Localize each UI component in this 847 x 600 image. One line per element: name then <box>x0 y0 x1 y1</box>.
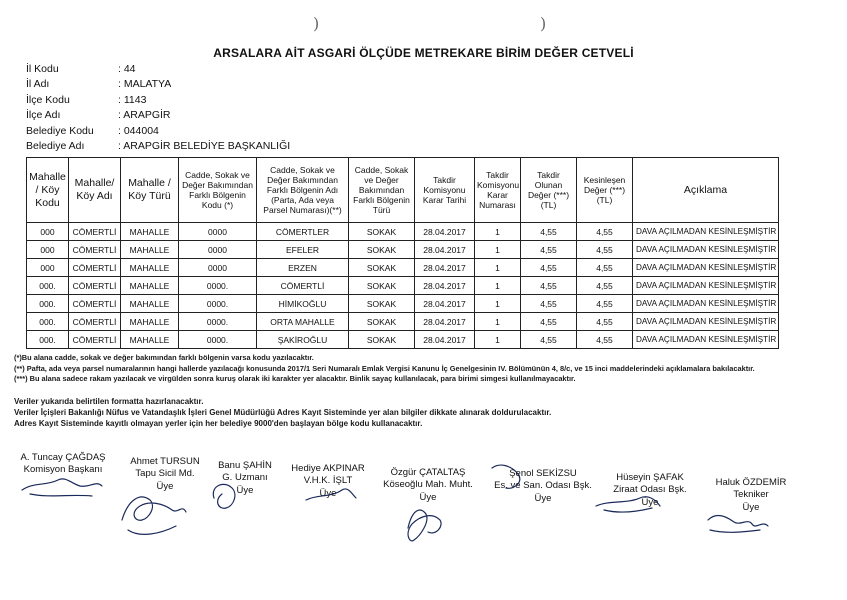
table-cell: SOKAK <box>349 259 415 277</box>
info-label: Belediye Adı <box>26 140 85 153</box>
signatory-title: Tekniker <box>733 489 769 501</box>
signatory-name: Haluk ÖZDEMİR <box>715 477 787 488</box>
table-cell: 4,55 <box>521 241 577 259</box>
table-cell: 28.04.2017 <box>415 331 475 349</box>
table-cell: DAVA AÇILMADAN KESİNLEŞMİŞTİR <box>633 259 779 277</box>
signatory-role: Üye <box>236 484 254 496</box>
table-cell: 000 <box>27 241 69 259</box>
table-cell: 000. <box>27 295 69 313</box>
table-cell: 1 <box>475 223 521 241</box>
instruction-line: Veriler yukarıda belirtilen formatta hazırlanacaktır. <box>14 397 204 406</box>
table-cell: MAHALLE <box>121 295 179 313</box>
info-label: İlçe Kodu <box>26 93 70 106</box>
table-cell: 000. <box>27 331 69 349</box>
table-cell: CÖMERTLİ <box>69 331 121 349</box>
table-cell: DAVA AÇILMADAN KESİNLEŞMİŞTİR <box>633 241 779 259</box>
table-cell: MAHALLE <box>121 223 179 241</box>
footnote: (***) Bu alana sadece rakam yazılacak ve virgülden sonra kuruş olarak iki karakter yer alacaktır. Binlik sayaç kullanılacak, para birimi simgesi kullanılmayacaktır. <box>14 374 576 384</box>
signatory-title: Tapu Sicil Md. <box>135 468 195 480</box>
table-cell: 0000. <box>179 313 257 331</box>
column-header: Takdir Komisyonu Karar Tarihi <box>415 158 475 223</box>
table-cell: 28.04.2017 <box>415 277 475 295</box>
table-cell: 000 <box>27 259 69 277</box>
table-cell: CÖMERTLİ <box>69 277 121 295</box>
info-label: İl Adı <box>26 78 50 91</box>
info-label: Belediye Kodu <box>26 124 94 137</box>
column-header: Takdir Komisyonu Karar Numarası <box>475 158 521 223</box>
footnote: (*)Bu alana cadde, sokak ve değer bakımından farklı bölgenin varsa kodu yazılacaktır. <box>14 353 314 362</box>
signature-tursun <box>122 497 186 534</box>
table-cell: 0000. <box>179 295 257 313</box>
signature-sekizsu <box>492 465 520 488</box>
table-cell: 4,55 <box>521 295 577 313</box>
signatory-title: G. Uzmanı <box>222 472 268 484</box>
column-header: Mahalle / Köy Türü <box>121 158 179 223</box>
table-cell: MAHALLE <box>121 241 179 259</box>
footnote: (**) Pafta, ada veya parsel numaralarının hangi hallerde yazılacağı konusunda 2017/1 Seri Numaralı Emlak Vergisi Kanunu İç Genelgesinin IV. Bölümünün 4, 8/c, ve 15 inci maddelerindeki açıklamalara bakılacaktır. <box>14 363 755 373</box>
signatory-title: Ziraat Odası Bşk. <box>613 484 687 496</box>
signatory-name: Ahmet TURSUN <box>130 456 200 467</box>
table-cell: SOKAK <box>349 277 415 295</box>
signature-chair <box>22 479 102 496</box>
table-cell: 28.04.2017 <box>415 295 475 313</box>
table-cell: DAVA AÇILMADAN KESİNLEŞMİŞTİR <box>633 331 779 349</box>
table-cell: 28.04.2017 <box>415 223 475 241</box>
table-cell: SOKAK <box>349 331 415 349</box>
table-cell: 1 <box>475 259 521 277</box>
table-cell: 000 <box>27 223 69 241</box>
table-cell: CÖMERTLİ <box>257 277 349 295</box>
table-cell: EFELER <box>257 241 349 259</box>
table-cell: 4,55 <box>577 259 633 277</box>
table-cell: 000. <box>27 313 69 331</box>
table-cell: 1 <box>475 277 521 295</box>
table-cell: 4,55 <box>521 223 577 241</box>
table-cell: MAHALLE <box>121 331 179 349</box>
table-cell: 4,55 <box>577 331 633 349</box>
table-cell: 4,55 <box>521 277 577 295</box>
table-cell: 0000. <box>179 277 257 295</box>
table-cell: 1 <box>475 331 521 349</box>
signature-cataltas <box>408 510 441 541</box>
info-value: : 1143 <box>118 93 147 106</box>
instruction-line: Veriler İçişleri Bakanlığı Nüfus ve Vatandaşlık İşleri Genel Müdürlüğü Adres Kayıt Sisteminde yer alan bilgiler dikkate alınarak doldurulacaktır. <box>14 408 552 417</box>
signature-akpinar <box>306 489 356 500</box>
info-label: İl Kodu <box>26 63 59 75</box>
scan-mark-right: ) <box>540 14 547 33</box>
table-cell: 4,55 <box>521 331 577 349</box>
info-value: : ARAPGİR BELEDİYE BAŞKANLIĞI <box>118 140 291 153</box>
column-header: Cadde, Sokak ve Değer Bakımından Farklı Bölgenin Adı (Parta, Ada veya Parsel Numarası)(**) <box>257 158 349 223</box>
table-cell: CÖMERTLİ <box>69 241 121 259</box>
table-cell: 000. <box>27 277 69 295</box>
table-cell: 28.04.2017 <box>415 259 475 277</box>
table-cell: 0000 <box>179 241 257 259</box>
table-cell: DAVA AÇILMADAN KESİNLEŞMİŞTİR <box>633 295 779 313</box>
signatory-title: Es. ve San. Odası Bşk. <box>494 480 592 492</box>
table-cell: DAVA AÇILMADAN KESİNLEŞMİŞTİR <box>633 313 779 331</box>
table-cell: CÖMERTLER <box>257 223 349 241</box>
table-cell: 4,55 <box>577 313 633 331</box>
table-cell: 4,55 <box>521 313 577 331</box>
signature-sahin <box>213 484 235 508</box>
signatory-name: Banu ŞAHİN <box>218 460 272 471</box>
table-cell: 28.04.2017 <box>415 313 475 331</box>
table-cell: 0000 <box>179 259 257 277</box>
table-cell: CÖMERTLİ <box>69 313 121 331</box>
info-value: : MALATYA <box>118 78 172 91</box>
table-cell: MAHALLE <box>121 259 179 277</box>
info-value: : 044004 <box>118 124 159 137</box>
table-cell: SOKAK <box>349 295 415 313</box>
signatory-role: Üye <box>534 492 552 504</box>
signatory-role: Üye <box>419 491 437 503</box>
signatory-name: Özgür ÇATALTAŞ <box>390 467 466 478</box>
table-cell: 28.04.2017 <box>415 241 475 259</box>
info-value: : ARAPGİR <box>118 109 171 122</box>
table-cell: 0000. <box>179 331 257 349</box>
table-cell: MAHALLE <box>121 277 179 295</box>
signature-ozdemir <box>708 516 768 533</box>
table-cell: ERZEN <box>257 259 349 277</box>
document-title: ARSALARA AİT ASGARİ ÖLÇÜDE METREKARE BİRİM DEĞER CETVELİ <box>213 46 634 60</box>
info-value: : 44 <box>118 63 136 75</box>
table-cell: 4,55 <box>577 277 633 295</box>
signatory-role: Üye <box>319 487 337 499</box>
table-cell: 0000 <box>179 223 257 241</box>
signature-safak <box>596 497 660 512</box>
table-cell: ŞAKİROĞLU <box>257 331 349 349</box>
table-cell: SOKAK <box>349 223 415 241</box>
table-cell: HİMİKOĞLU <box>257 295 349 313</box>
signatory-name: Hediye AKPINAR <box>291 463 365 474</box>
column-header: Cadde, Sokak ve Değer Bakımından Farklı Bölgenin Türü <box>349 158 415 223</box>
table-cell: CÖMERTLİ <box>69 295 121 313</box>
table-cell: SOKAK <box>349 241 415 259</box>
table-cell: 4,55 <box>577 295 633 313</box>
table-cell: ORTA MAHALLE <box>257 313 349 331</box>
table-cell: DAVA AÇILMADAN KESİNLEŞMİŞTİR <box>633 277 779 295</box>
table-cell: SOKAK <box>349 313 415 331</box>
signatory-title: Köseoğlu Mah. Muht. <box>383 479 473 491</box>
table-cell: CÖMERTLİ <box>69 223 121 241</box>
signatory-title: V.H.K. İŞLT <box>303 475 353 487</box>
signatory-role: Üye <box>641 496 659 508</box>
column-header: Cadde, Sokak ve Değer Bakımından Farklı Bölgenin Kodu (*) <box>179 158 257 223</box>
table-cell: 1 <box>475 313 521 331</box>
table-cell: CÖMERTLİ <box>69 259 121 277</box>
signatory-name: Şenol SEKİZSU <box>509 468 577 479</box>
signatory-name: A. Tuncay ÇAĞDAŞ <box>20 452 106 463</box>
table-cell: 1 <box>475 295 521 313</box>
instruction-line: Adres Kayıt Sisteminde kayıtlı olmayan yerler için her belediye 9000'den başlayan bölge kodu kullanacaktır. <box>14 419 423 428</box>
column-header: Mahalle / Köy Kodu <box>27 158 69 223</box>
column-header: Mahalle/ Köy Adı <box>69 158 121 223</box>
table-cell: 1 <box>475 241 521 259</box>
signatory-title: Komisyon Başkanı <box>23 464 103 476</box>
column-header: Takdir Olunan Değer (***) (TL) <box>521 158 577 223</box>
column-header: Açıklama <box>633 158 779 223</box>
scan-mark-left: ) <box>313 14 320 33</box>
signatory-role: Üye <box>742 501 760 513</box>
table-cell: 4,55 <box>521 259 577 277</box>
table-cell: 4,55 <box>577 241 633 259</box>
signatory-role: Üye <box>156 480 174 492</box>
table-cell: 4,55 <box>577 223 633 241</box>
signatory-name: Hüseyin ŞAFAK <box>616 472 684 483</box>
column-header: Kesinleşen Değer (***) (TL) <box>577 158 633 223</box>
table-cell: MAHALLE <box>121 313 179 331</box>
info-label: İlçe Adı <box>26 109 61 122</box>
table-cell: DAVA AÇILMADAN KESİNLEŞMİŞTİR <box>633 223 779 241</box>
